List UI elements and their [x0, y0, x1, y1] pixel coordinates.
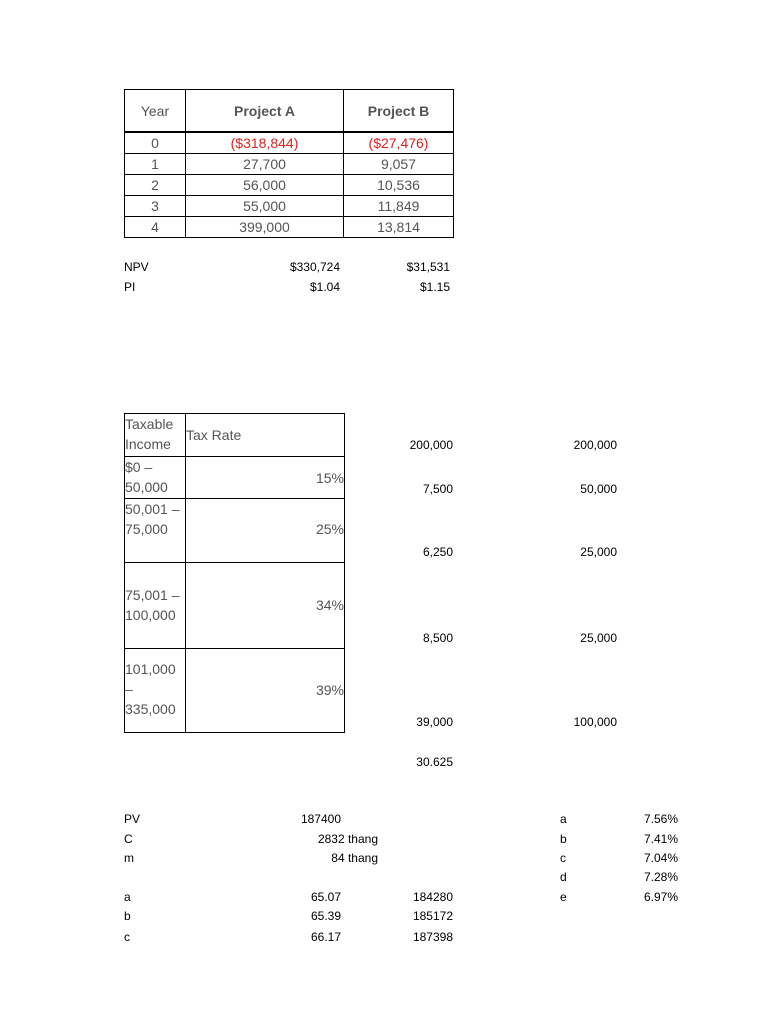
- tax-calc-value: 7,500: [422, 482, 453, 496]
- rate-value: 7.04%: [643, 851, 678, 865]
- m-label: m: [124, 851, 134, 865]
- loan-option-total: 187398: [412, 930, 453, 944]
- table-row: [125, 457, 345, 499]
- rate-value: 7.28%: [643, 870, 678, 884]
- income-bracket: 50,001 – 75,000: [125, 499, 186, 563]
- table-row: [125, 649, 345, 733]
- rate-label: b: [560, 832, 567, 846]
- tax-bracket-table: [124, 413, 345, 733]
- rate-label: a: [560, 812, 567, 826]
- income-bracket: 101,000 – 335,000: [125, 649, 186, 733]
- project-a-cell: 27,700: [186, 154, 344, 175]
- rate-value: 7.41%: [643, 832, 678, 846]
- m-value: 84 thang: [331, 851, 378, 865]
- loan-option-label: a: [124, 890, 131, 904]
- project-a-cell: 399,000: [186, 217, 344, 238]
- tax-calc-value: 6,250: [422, 545, 453, 559]
- rate-label: c: [560, 851, 566, 865]
- year-cell: 0: [125, 132, 186, 154]
- header-taxable-income: Taxable Income: [125, 414, 186, 457]
- tax-calc-value: 25,000: [580, 545, 617, 559]
- c-label: C: [124, 832, 133, 846]
- tax-calc-average: 30.625: [416, 755, 453, 769]
- pi-project-b: $1.15: [419, 280, 450, 294]
- tax-calc-value: 25,000: [580, 631, 617, 645]
- table-row: [125, 217, 454, 238]
- table-row: [125, 499, 345, 563]
- table-row: [125, 414, 345, 457]
- header-year: Year: [125, 90, 186, 133]
- tax-rate: 39%: [186, 649, 345, 733]
- loan-option-label: c: [124, 930, 130, 944]
- header-project-a: Project A: [186, 90, 344, 133]
- income-bracket: 75,001 – 100,000: [125, 563, 186, 649]
- project-b-cell: 10,536: [344, 175, 454, 196]
- project-a-cell: 55,000: [186, 196, 344, 217]
- npv-project-a: $330,724: [289, 260, 340, 274]
- loan-option-value: 65.07: [310, 890, 341, 904]
- npv-label: NPV: [124, 260, 149, 274]
- tax-calc-value: 8,500: [422, 631, 453, 645]
- pv-value: 187400: [300, 812, 341, 826]
- table-row: [125, 175, 454, 196]
- table-row: [125, 196, 454, 217]
- project-b-cell: 9,057: [344, 154, 454, 175]
- table-row: [125, 563, 345, 649]
- tax-calc-value: 39,000: [416, 715, 453, 729]
- project-cashflow-table: [124, 89, 454, 238]
- tax-rate: 34%: [186, 563, 345, 649]
- project-a-cell: ($318,844): [186, 132, 344, 154]
- project-b-cell: 13,814: [344, 217, 454, 238]
- loan-option-value: 66.17: [310, 930, 341, 944]
- rate-value: 6.97%: [643, 890, 678, 904]
- rate-label: d: [560, 870, 567, 884]
- tax-calc-value: 200,000: [409, 438, 453, 452]
- table-row: [125, 154, 454, 175]
- year-cell: 2: [125, 175, 186, 196]
- project-a-cell: 56,000: [186, 175, 344, 196]
- header-project-b: Project B: [344, 90, 454, 133]
- rate-value: 7.56%: [643, 812, 678, 826]
- pi-project-a: $1.04: [309, 280, 340, 294]
- year-cell: 3: [125, 196, 186, 217]
- rate-label: e: [560, 890, 567, 904]
- tax-calc-value: 50,000: [580, 482, 617, 496]
- loan-option-total: 185172: [412, 909, 453, 923]
- npv-project-b: $31,531: [406, 260, 450, 274]
- c-value: 2832 thang: [317, 832, 378, 846]
- table-row: [125, 132, 454, 154]
- year-cell: 1: [125, 154, 186, 175]
- loan-option-total: 184280: [412, 890, 453, 904]
- loan-option-value: 65.39: [310, 909, 341, 923]
- loan-option-label: b: [124, 909, 131, 923]
- tax-calc-value: 100,000: [573, 715, 617, 729]
- pv-label: PV: [124, 812, 141, 826]
- tax-rate: 15%: [186, 457, 345, 499]
- tax-rate: 25%: [186, 499, 345, 563]
- year-cell: 4: [125, 217, 186, 238]
- header-tax-rate: Tax Rate: [186, 414, 345, 457]
- income-bracket: $0 – 50,000: [125, 457, 186, 499]
- tax-calc-value: 200,000: [573, 438, 617, 452]
- project-b-cell: 11,849: [344, 196, 454, 217]
- pi-label: PI: [124, 280, 136, 294]
- project-b-cell: ($27,476): [344, 132, 454, 154]
